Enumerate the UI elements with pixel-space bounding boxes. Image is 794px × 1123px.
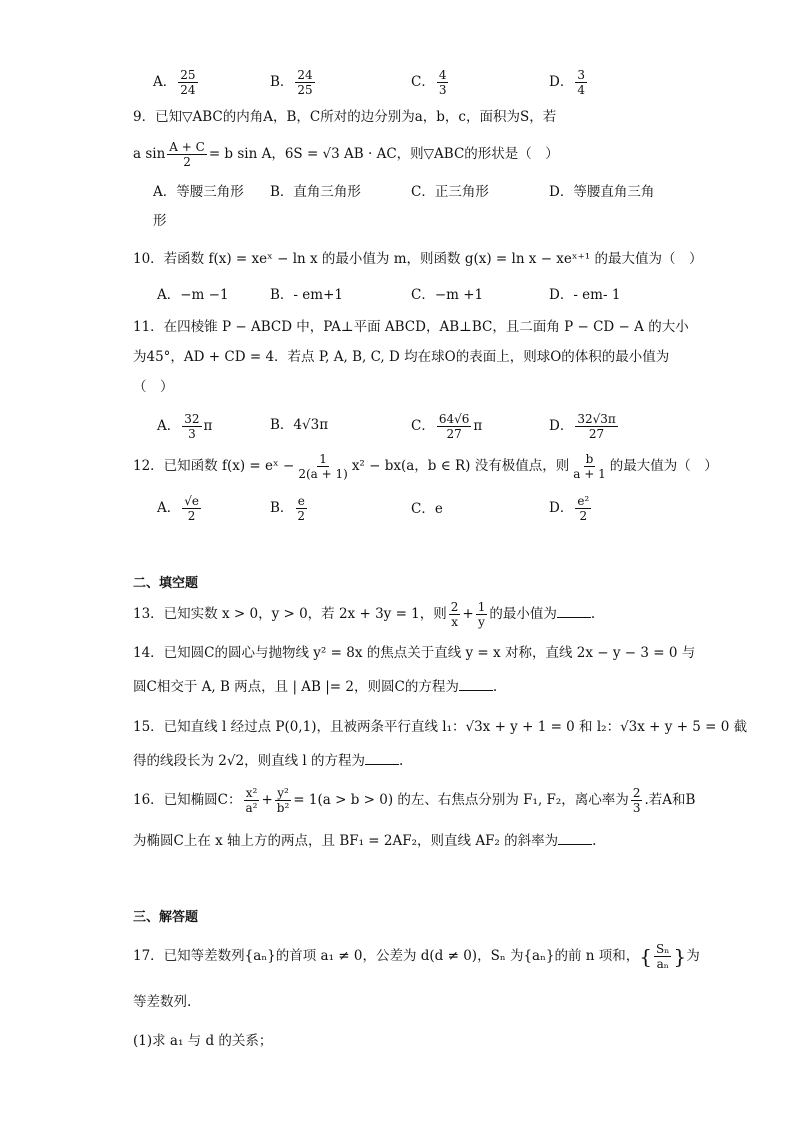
q10-option-a: A．−m −1 xyxy=(157,287,229,303)
q13-line: 13．已知实数 x > 0，y > 0，若 2x + 3y = 1，则 $\frac{2}{x}$ + $\frac{1}{y}$ 的最小值为 . xyxy=(133,600,596,629)
q8-option-c: C． $\frac{4}{3}$ xyxy=(411,68,447,97)
q8-option-b: B． $\frac{24}{25}$ xyxy=(270,68,313,97)
q14-line1: 14．已知圆C的圆心与抛物线 y² = 8x 的焦点关于直线 y = x 对称，直线 2x − y − 3 = 0 与 xyxy=(133,645,696,661)
q9-line2: a sin $\frac{A + C}{2}$ = b sin A，6S = √3 AB · AC，则▽ABC的形状是（ ） xyxy=(133,140,559,169)
q8-option-d: D． $\frac{3}{4}$ xyxy=(549,68,585,97)
q11-line1: 11．在四棱锥 P − ABCD 中，PA⊥平面 ABCD，AB⊥BC，且二面角 P − CD − A 的大小 xyxy=(133,319,689,335)
q10-option-b: B．- em+1 xyxy=(270,287,343,303)
q11-line2: 为45°，AD + CD = 4．若点 P, A, B, C, D 均在球O的表面上，则球O的体积的最小值为 xyxy=(133,349,670,365)
q10-line: 10．若函数 f(x) = xeˣ − ln x 的最小值为 m，则函数 g(x) = ln x − xeˣ⁺¹ 的最大值为（ ） xyxy=(133,251,703,267)
section-solution-heading: 三、解答题 xyxy=(133,910,199,925)
q10-option-c: C．−m +1 xyxy=(411,287,484,303)
answer-blank xyxy=(557,605,591,618)
q15-line2: 得的线段长为 2√2，则直线 l 的方程为 . xyxy=(133,753,404,769)
q11-line3: （ ） xyxy=(133,379,174,395)
q14-line2: 圆C相交于 A, B 两点，且 | AB |= 2，则圆C的方程为 . xyxy=(133,679,498,695)
q17-line2: 等差数列. xyxy=(133,994,192,1010)
q8-option-a: A． $\frac{25}{24}$ xyxy=(153,68,196,97)
q17-line1: 17．已知等差数列{aₙ}的首项 a₁ ≠ 0，公差为 d(d ≠ 0)，Sₙ 为{aₙ}的前 n 项和，{ $\frac{\text{Sₙ}}{\text{aₙ}}$ }为 xyxy=(133,942,700,971)
q9-option-b: B．直角三角形 xyxy=(270,184,361,200)
q16-line1: 16．已知椭圆C： $\frac{\text{x²}}{\text{a²}}$ + $\frac{\text{y²}}{\text{b²}}$ = 1(a > b > 0) 的左、右焦点分别为 F₁, F₂，离心率为 $\frac{2}{3}$ .若A和B xyxy=(133,786,696,815)
q10-option-d: D．- em- 1 xyxy=(549,287,621,303)
q9-option-d-wrap: 形 xyxy=(153,213,167,229)
answer-blank xyxy=(459,678,493,691)
q12-option-a: A． $\frac{√e}{2}$ xyxy=(157,494,199,523)
q9-option-a: A．等腰三角形 xyxy=(153,184,244,200)
q11-option-c: C． $\frac{64√6}{27}$ π xyxy=(411,412,483,441)
q11-option-b: B．4√3π xyxy=(270,417,329,433)
answer-blank xyxy=(558,832,592,845)
q9-line1: 9．已知▽ABC的内角A，B，C所对的边分别为a，b，c，面积为S，若 xyxy=(133,109,557,125)
section-fill-in-blank-heading: 二、填空题 xyxy=(133,576,199,591)
q12-option-b: B． $\frac{e}{2}$ xyxy=(270,494,306,523)
q17-line3: (1)求 a₁ 与 d 的关系； xyxy=(133,1033,273,1049)
q9-option-d: D．等腰直角三角 xyxy=(549,184,655,200)
q11-option-a: A． $\frac{32}{3}$ π xyxy=(157,412,213,441)
q12-line: 12．已知函数 f(x) = eˣ − $\frac{1}{2(a + 1)}$ x² − bx(a，b ∈ R) 没有极值点，则 $\frac{b}{a + 1}$ 的最大值为（ ） xyxy=(133,452,718,481)
q16-line2: 为椭圆C上在 x 轴上方的两点，且 BF₁ = 2AF₂，则直线 AF₂ 的斜率为 . xyxy=(133,833,597,849)
q15-line1: 15．已知直线 l 经过点 P(0,1)，且被两条平行直线 l₁：√3x + y + 1 = 0 和 l₂：√3x + y + 5 = 0 截 xyxy=(133,719,748,735)
q12-option-d: D． $\frac{\text{e²}}{2}$ xyxy=(549,494,590,523)
q11-option-d: D． $\frac{32√3\pi}{27}$ xyxy=(549,412,616,441)
q9-option-c: C．正三角形 xyxy=(411,184,489,200)
answer-blank xyxy=(365,752,399,765)
q12-option-c: C．e xyxy=(411,501,443,517)
